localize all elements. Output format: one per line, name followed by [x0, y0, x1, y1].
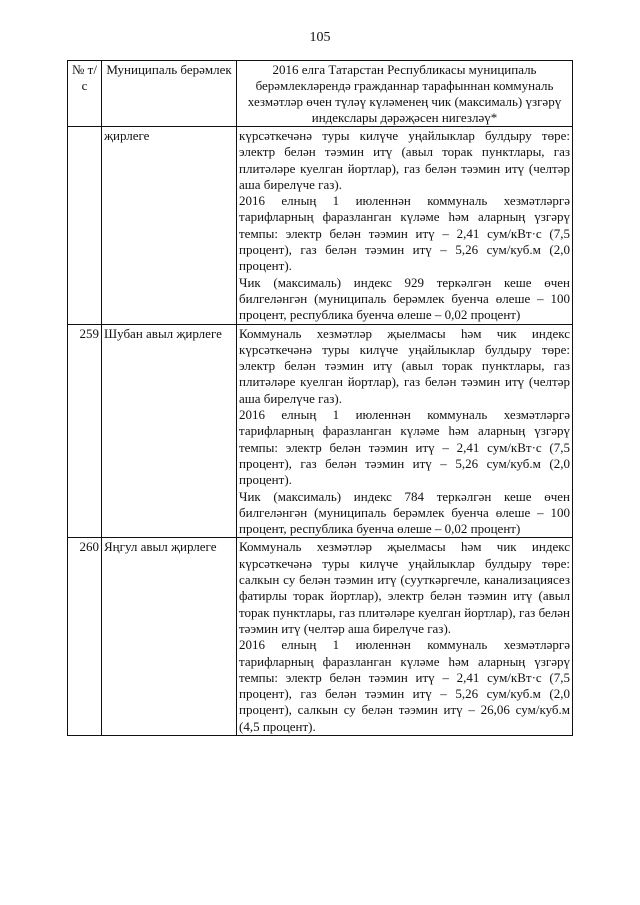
description-paragraph: 2016 елның 1 июленнән коммуналь хезмәтләргә тарифларның фаразланган күләме һәм аларның үзгәрү темпы: электр белән тәэмин итү – 2,41 сум/кВт·с (7,5 процент), газ белән тәэмин итү – 5,26 сум/куб.м (2,0 процент). [239, 407, 570, 488]
description-paragraph: Чик (максималь) индекс 784 теркәлгән кеше өчен билгеләнгән (муниципаль берәмлек буенча өлеше – 100 процент, республика буенча өлеше – 0,02 процент) [239, 488, 570, 537]
description-cell [237, 127, 573, 325]
table-header-row [68, 61, 573, 127]
description-paragraph: 2016 елның 1 июленнән коммуналь хезмәтләргә тарифларның фаразланган күләме һәм аларның үзгәрү темпы: электр белән тәэмин итү – 2,41 сум/кВт·с (7,5 процент), газ белән тәэмин итү – 5,26 сум/куб.м (2,0 процент). [239, 193, 570, 274]
description-paragraph: Чик (максималь) индекс 929 теркәлгән кеше өчен билгеләнгән (муниципаль берәмлек буенча өлеше – 100 процент, республика буенча өлеше – 0,02 процент) [239, 274, 570, 323]
table-row [68, 127, 573, 325]
description-paragraph: 2016 елның 1 июленнән коммуналь хезмәтләргә тарифларның фаразланган күләме һәм аларның үзгәрү темпы: электр белән тәэмин итү – 2,41 сум/кВт·с (7,5 процент), газ белән тәэмин итү – 5,26 сум/куб.м (2,0 процент), салкын су белән тәэмин итү – 26,06 сум/куб.м (4,5 процент). [239, 637, 570, 734]
description-cell [237, 538, 573, 736]
municipality-name: җирлеге [102, 127, 237, 325]
tariff-index-table [67, 60, 573, 736]
page-number: 105 [309, 30, 331, 45]
municipality-name: Шубан авыл җирлеге [102, 324, 237, 538]
row-number: 260 [68, 538, 102, 736]
column-header-municipality: Муниципаль берәмлек [102, 61, 237, 127]
description-cell [237, 324, 573, 538]
table-row [68, 324, 573, 538]
column-header-number: № т/с [68, 61, 102, 127]
column-header-description: 2016 елга Татарстан Республикасы муниципаль берәмлекләрендә гражданнар тарафыннан коммуналь хезмәтләр өчен түләү күләменең чик (максималь) үзгәрү индекслары дәрәҗәсен нигезләү* [237, 61, 573, 127]
description-paragraph: күрсәткечәнә туры килүче уңайлыклар булдыру төре: электр белән тәэмин итү (авыл торак пунктлары, газ плитәләре куелган йортлар), газ белән тәэмин итү (челтәр аша бирелүче газ). [239, 128, 570, 192]
row-number [68, 127, 102, 325]
table-row [68, 538, 573, 736]
description-paragraph: Коммуналь хезмәтләр җыелмасы һәм чик индекс күрсәткечәнә туры килүче уңайлыклар булдыру төре: салкын су белән тәэмин итү (сууткәргечле, канализациясез фатирлы торак йортлар), электр белән тәэмин итү (авыл торак пунктлары, газ плитәләре куелган йортлар), газ белән тәэмин итү (челтәр аша бирелүче газ). [239, 539, 570, 636]
row-number: 259 [68, 324, 102, 538]
municipality-name: Яңгул авыл җирлеге [102, 538, 237, 736]
description-paragraph: Коммуналь хезмәтләр җыелмасы һәм чик индекс күрсәткечәнә туры килүче уңайлыклар булдыру төре: электр белән тәэмин итү (авыл торак пунктлары, газ плитәләре куелган йортлар), газ белән тәэмин итү (челтәр аша бирелүче газ). [239, 325, 570, 406]
